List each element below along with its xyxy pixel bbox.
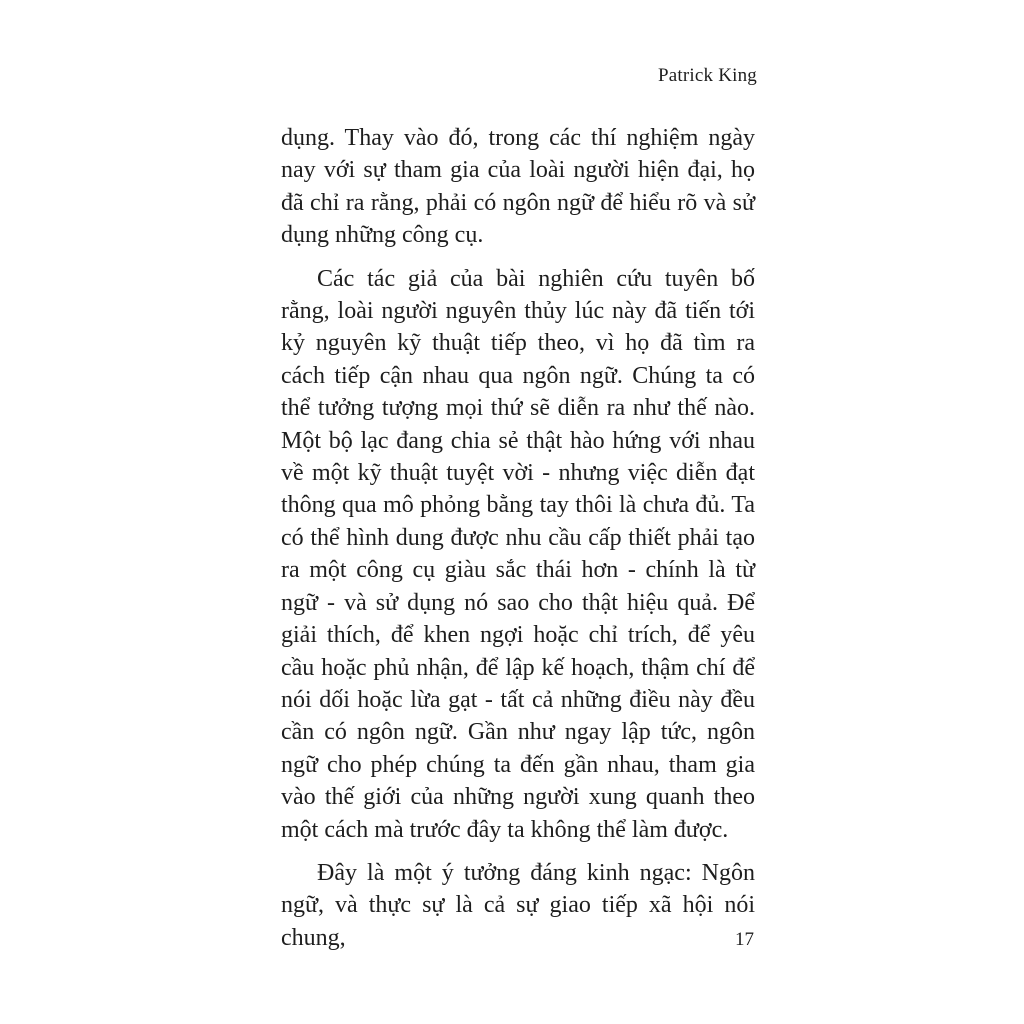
paragraph: Các tác giả của bài nghiên cứu tuyên bố rằng, loài người nguyên thủy lúc này đã tiến tới kỷ nguyên kỹ thuật tiếp theo, vì họ đã tìm ra cách tiếp cận nhau qua ngôn ngữ. Chúng ta có thể tưởng tượng mọi thứ sẽ diễn ra như thế nào. Một bộ lạc đang chia sẻ thật hào hứng với nhau về một kỹ thuật tuyệt vời - nhưng việc diễn đạt thông qua mô phỏng bằng tay thôi là chưa đủ. Ta có thể hình dung được nhu cầu cấp thiết phải tạo ra một công cụ giàu sắc thái hơn - chính là từ ngữ - và sử dụng nó sao cho thật hiệu quả. Để giải thích, để khen ngợi hoặc chỉ trích, để yêu cầu hoặc phủ nhận, để lập kế hoạch, thậm chí để nói dối hoặc lừa gạt - tất cả những điều này đều cần có ngôn ngữ. Gần như ngay lập tức, ngôn ngữ cho phép chúng ta đến gần nhau, tham gia vào thế giới của những người xung quanh theo một cách mà trước đây ta không thể làm được.	[281, 265, 755, 843]
body-text	[281, 122, 755, 954]
paragraph-continued: dụng. Thay vào đó, trong các thí nghiệm ngày nay với sự tham gia của loài người hiện đại, họ đã chỉ ra rằng, phải có ngôn ngữ để hiểu rõ và sử dụng những công cụ.	[281, 125, 755, 249]
page-number: 17	[735, 929, 754, 950]
running-head-author: Patrick King	[658, 65, 757, 86]
paragraph: Đây là một ý tưởng đáng kinh ngạc: Ngôn ngữ, và thực sự là cả sự giao tiếp xã hội nói chung,	[281, 859, 755, 951]
